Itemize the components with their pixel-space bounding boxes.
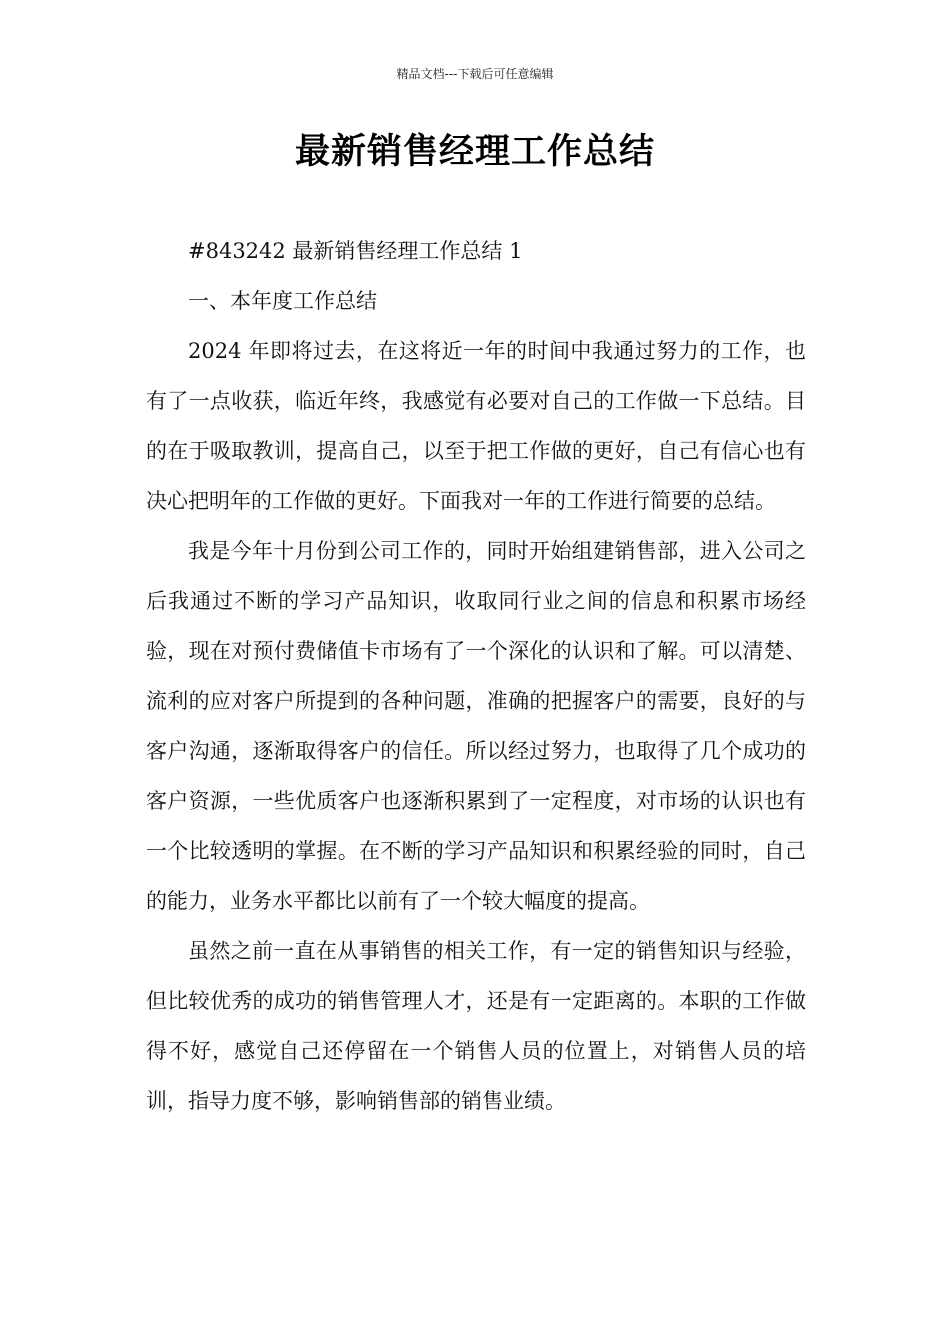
document-body bbox=[146, 226, 806, 1126]
section-heading: #843242 最新销售经理工作总结 1 bbox=[188, 239, 523, 263]
body-paragraph: 虽然之前一直在从事销售的相关工作，有一定的销售知识与经验，但比较优秀的成功的销售管理人才，还是有一定距离的。本职的工作做得不好，感觉自己还停留在一个销售人员的位置上，对销售人员的培训，指导力度不够，影响销售部的销售业绩。 bbox=[146, 939, 806, 1113]
header-note: 精品文档---下载后可任意编辑 bbox=[396, 67, 554, 81]
subsection-heading: 一、本年度工作总结 bbox=[188, 289, 377, 313]
body-paragraph: 我是今年十月份到公司工作的，同时开始组建销售部，进入公司之后我通过不断的学习产品知识，收取同行业之间的信息和积累市场经验，现在对预付费储值卡市场有了一个深化的认识和了解。可以清楚、流利的应对客户所提到的各种问题，准确的把握客户的需要，良好的与客户沟通，逐渐取得客户的信任。所以经过努力，也取得了几个成功的客户资源，一些优质客户也逐渐积累到了一定程度，对市场的认识也有一个比较透明的掌握。在不断的学习产品知识和积累经验的同时，自己的能力，业务水平都比以前有了一个较大幅度的提高。 bbox=[146, 539, 806, 913]
document-title: 最新销售经理工作总结 bbox=[294, 132, 655, 172]
body-paragraph: 2024 年即将过去，在这将近一年的时间中我通过努力的工作，也有了一点收获，临近年终，我感觉有必要对自己的工作做一下总结。目的在于吸取教训，提高自己，以至于把工作做的更好，自己有信心也有决心把明年的工作做的更好。下面我对一年的工作进行简要的总结。 bbox=[146, 339, 806, 513]
